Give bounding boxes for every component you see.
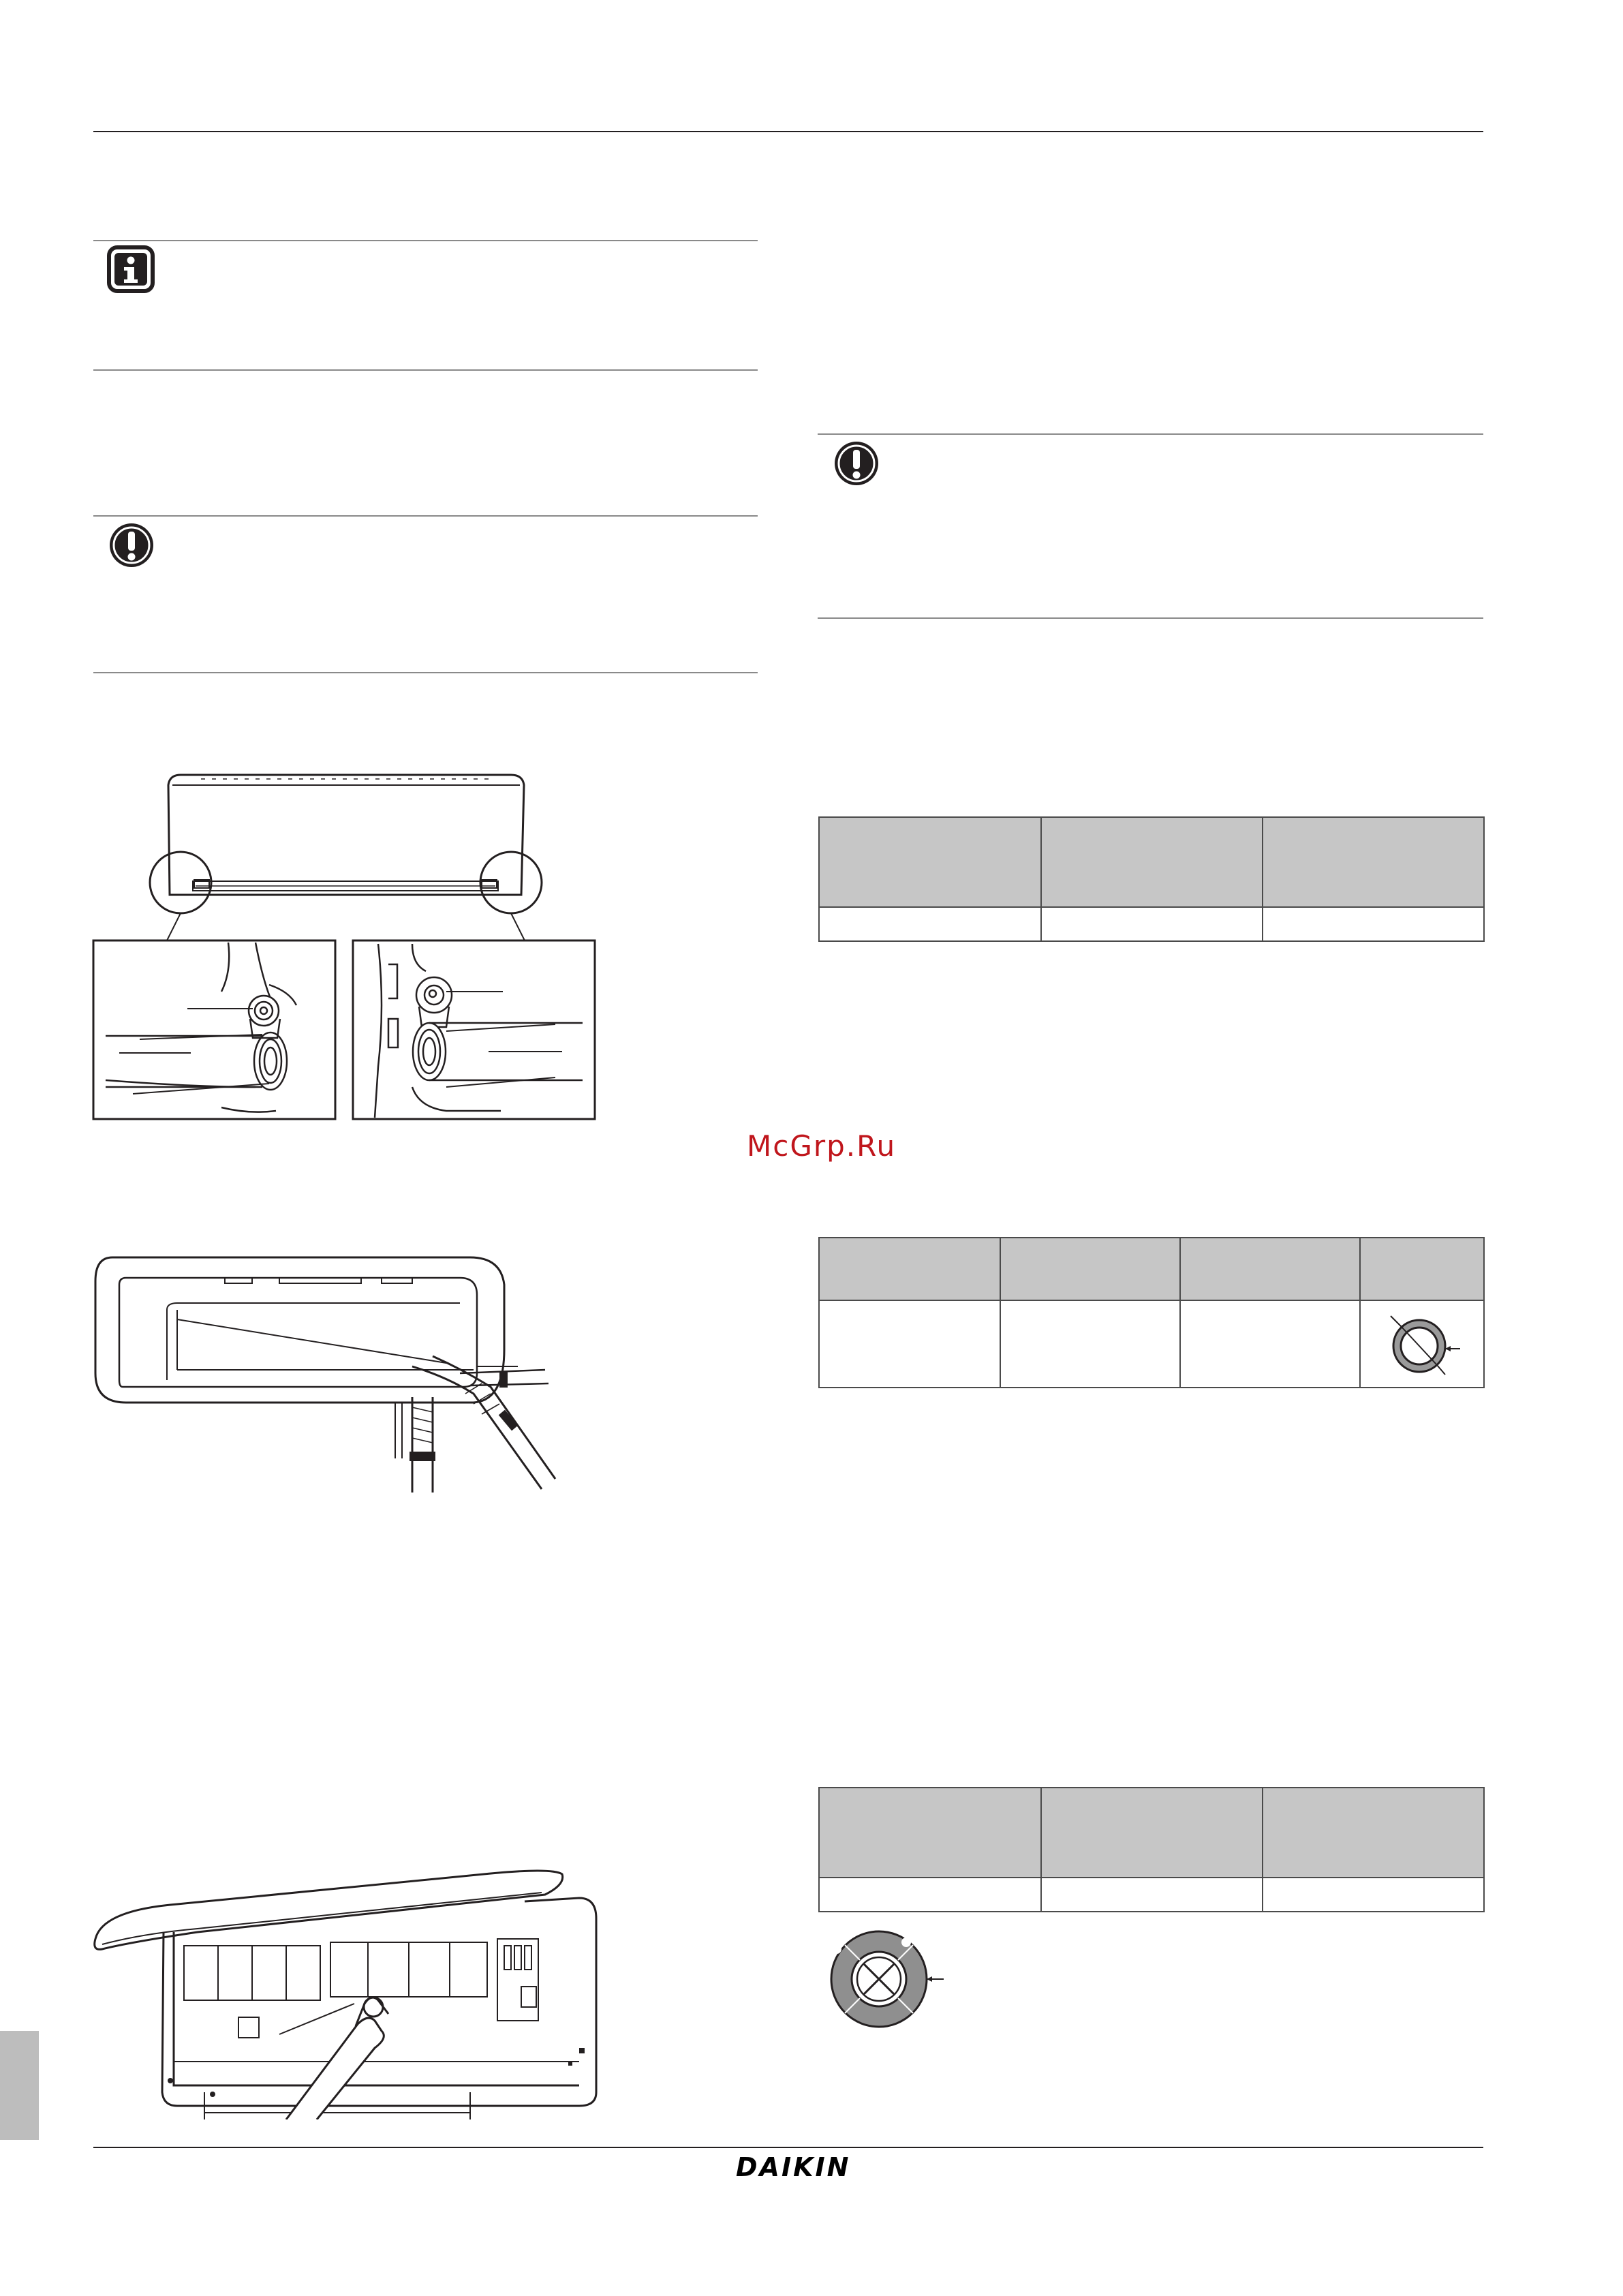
- open-front-panel-figure: [89, 1857, 606, 2119]
- daikin-logo: DAIKIN: [736, 2152, 851, 2182]
- table-cell: [1263, 1878, 1484, 1912]
- table-header-cell: [819, 1238, 1000, 1300]
- indoor-unit-drain-plug-figure: [92, 767, 600, 1124]
- table-cell: [1041, 1878, 1263, 1912]
- table-cell: [1041, 907, 1263, 941]
- side-tab: [0, 2031, 39, 2140]
- table-header-cell: [1180, 1238, 1360, 1300]
- watermark: McGrp.Ru: [747, 1129, 897, 1163]
- table-header-cell: [1000, 1238, 1180, 1300]
- info-icon: [106, 244, 156, 294]
- spec-table-2: [818, 1237, 1485, 1388]
- table-header-cell: [1263, 817, 1484, 907]
- pipe-routing-figure: [92, 1254, 562, 1496]
- pipe-cross-section-icon: [1381, 1306, 1463, 1381]
- table-header-cell: [1263, 1788, 1484, 1878]
- caution-notice-right-top-rule: [818, 433, 1483, 435]
- table-header-cell: [1041, 1788, 1263, 1878]
- info-notice-top-rule: [93, 240, 758, 241]
- header-rule: [93, 131, 1483, 132]
- spec-table-1: [818, 816, 1485, 942]
- caution-notice-right-bottom-rule: [818, 617, 1483, 619]
- table-cell: [1180, 1300, 1360, 1388]
- caution-notice-left-top-rule: [93, 515, 758, 517]
- spec-table-3: [818, 1787, 1485, 1912]
- table-header-cell: [819, 817, 1041, 907]
- footer-rule: [93, 2147, 1483, 2148]
- exclamation-icon: [108, 521, 155, 569]
- table-header-cell: [1360, 1238, 1484, 1300]
- table-cell: [1360, 1300, 1484, 1388]
- caution-notice-left-bottom-rule: [93, 672, 758, 673]
- insulation-cross-section-figure: [818, 1929, 954, 2031]
- table-cell: [819, 1300, 1000, 1388]
- table-cell: [819, 907, 1041, 941]
- table-cell: [1263, 907, 1484, 941]
- info-notice-bottom-rule: [93, 369, 758, 371]
- exclamation-icon: [833, 440, 880, 487]
- table-header-cell: [1041, 817, 1263, 907]
- table-header-cell: [819, 1788, 1041, 1878]
- table-cell: [1000, 1300, 1180, 1388]
- table-cell: [819, 1878, 1041, 1912]
